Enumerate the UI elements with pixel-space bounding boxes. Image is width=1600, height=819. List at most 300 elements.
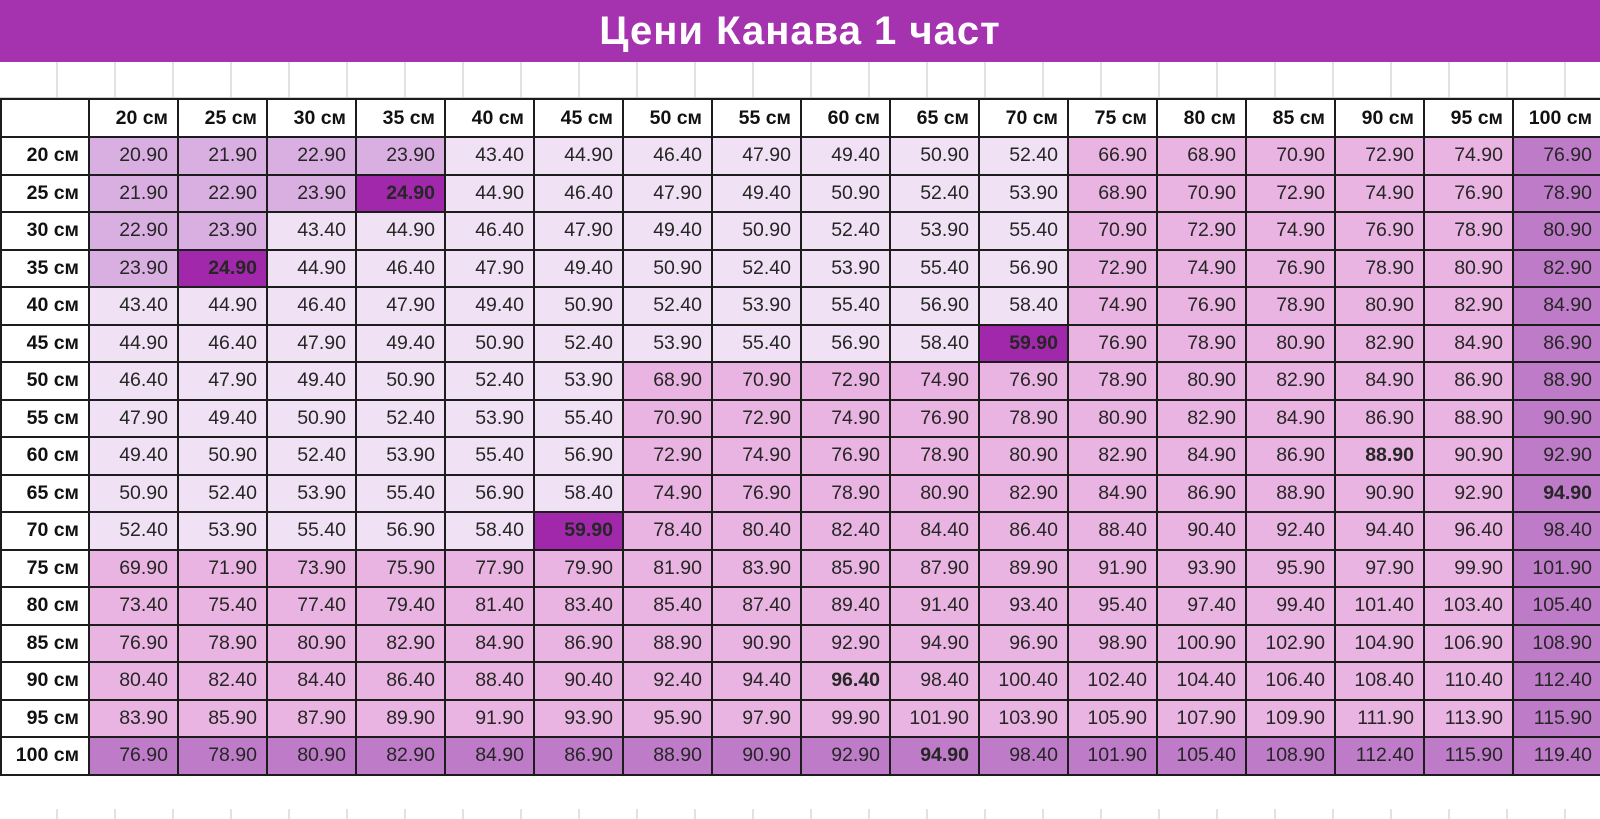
price-cell[interactable]: 84.90: [1335, 362, 1424, 400]
price-cell[interactable]: 74.90: [1246, 212, 1335, 250]
price-cell[interactable]: 55.40: [712, 325, 801, 363]
price-cell[interactable]: 85.90: [801, 550, 890, 588]
row-header-80см[interactable]: 80 см: [1, 587, 89, 625]
price-cell[interactable]: 74.90: [1424, 137, 1513, 175]
price-cell[interactable]: 82.40: [801, 512, 890, 550]
price-cell[interactable]: 76.90: [1157, 287, 1246, 325]
price-cell[interactable]: 52.40: [89, 512, 178, 550]
price-cell[interactable]: 55.40: [356, 475, 445, 513]
price-cell[interactable]: 86.90: [534, 737, 623, 775]
price-cell[interactable]: 78.90: [1335, 250, 1424, 288]
price-cell[interactable]: 91.90: [445, 700, 534, 738]
price-cell[interactable]: 97.90: [1335, 550, 1424, 588]
col-header-95см[interactable]: 95 см: [1424, 99, 1513, 137]
price-cell[interactable]: 88.90: [623, 737, 712, 775]
col-header-25см[interactable]: 25 см: [178, 99, 267, 137]
price-cell[interactable]: 70.90: [1246, 137, 1335, 175]
price-cell[interactable]: 50.90: [712, 212, 801, 250]
price-cell[interactable]: 76.90: [712, 475, 801, 513]
col-header-80см[interactable]: 80 см: [1157, 99, 1246, 137]
price-cell[interactable]: 73.90: [267, 550, 356, 588]
price-cell[interactable]: 88.40: [1068, 512, 1157, 550]
price-cell[interactable]: 56.90: [356, 512, 445, 550]
price-cell[interactable]: 80.90: [1424, 250, 1513, 288]
price-cell[interactable]: 88.90: [1246, 475, 1335, 513]
price-cell[interactable]: 49.40: [178, 400, 267, 438]
row-header-50см[interactable]: 50 см: [1, 362, 89, 400]
price-cell[interactable]: 89.90: [979, 550, 1068, 588]
row-header-35см[interactable]: 35 см: [1, 250, 89, 288]
price-cell[interactable]: 88.90: [623, 625, 712, 663]
price-cell[interactable]: 58.40: [534, 475, 623, 513]
price-cell[interactable]: 113.90: [1424, 700, 1513, 738]
price-cell[interactable]: 95.90: [623, 700, 712, 738]
price-cell[interactable]: 44.90: [356, 212, 445, 250]
price-cell[interactable]: 111.90: [1335, 700, 1424, 738]
price-cell[interactable]: 84.90: [445, 625, 534, 663]
price-cell[interactable]: 84.40: [890, 512, 979, 550]
price-cell[interactable]: 44.90: [534, 137, 623, 175]
price-cell[interactable]: 79.90: [534, 550, 623, 588]
price-cell[interactable]: 76.90: [1513, 137, 1600, 175]
price-cell[interactable]: 58.40: [979, 287, 1068, 325]
price-cell[interactable]: 49.40: [445, 287, 534, 325]
price-cell[interactable]: 82.90: [1246, 362, 1335, 400]
row-header-60см[interactable]: 60 см: [1, 437, 89, 475]
price-cell[interactable]: 72.90: [623, 437, 712, 475]
price-cell[interactable]: 23.90: [89, 250, 178, 288]
price-cell[interactable]: 56.90: [445, 475, 534, 513]
col-header-85см[interactable]: 85 см: [1246, 99, 1335, 137]
price-cell[interactable]: 88.90: [1513, 362, 1600, 400]
col-header-60см[interactable]: 60 см: [801, 99, 890, 137]
price-cell[interactable]: 82.90: [356, 737, 445, 775]
price-cell[interactable]: 78.90: [1246, 287, 1335, 325]
price-cell[interactable]: 90.40: [534, 662, 623, 700]
corner-cell[interactable]: [1, 99, 89, 137]
row-header-100см[interactable]: 100 см: [1, 737, 89, 775]
col-header-30см[interactable]: 30 см: [267, 99, 356, 137]
price-cell[interactable]: 80.90: [1513, 212, 1600, 250]
price-cell[interactable]: 90.90: [1424, 437, 1513, 475]
price-cell[interactable]: 92.90: [1424, 475, 1513, 513]
price-cell[interactable]: 53.90: [356, 437, 445, 475]
price-cell[interactable]: 23.90: [267, 175, 356, 213]
price-cell[interactable]: 46.40: [267, 287, 356, 325]
row-header-95см[interactable]: 95 см: [1, 700, 89, 738]
price-cell[interactable]: 74.90: [1157, 250, 1246, 288]
price-cell[interactable]: 83.90: [89, 700, 178, 738]
price-cell[interactable]: 80.90: [1246, 325, 1335, 363]
price-cell[interactable]: 72.90: [712, 400, 801, 438]
price-cell[interactable]: 50.90: [801, 175, 890, 213]
price-cell[interactable]: 49.40: [623, 212, 712, 250]
price-cell[interactable]: 99.40: [1246, 587, 1335, 625]
col-header-50см[interactable]: 50 см: [623, 99, 712, 137]
price-cell[interactable]: 93.90: [1157, 550, 1246, 588]
price-cell[interactable]: 44.90: [267, 250, 356, 288]
price-cell[interactable]: 47.90: [178, 362, 267, 400]
price-cell[interactable]: 115.90: [1424, 737, 1513, 775]
price-cell[interactable]: 71.90: [178, 550, 267, 588]
price-cell[interactable]: 44.90: [178, 287, 267, 325]
price-cell[interactable]: 100.40: [979, 662, 1068, 700]
price-cell[interactable]: 80.90: [267, 625, 356, 663]
price-cell[interactable]: 94.40: [1335, 512, 1424, 550]
price-cell[interactable]: 80.40: [89, 662, 178, 700]
price-cell[interactable]: 87.40: [712, 587, 801, 625]
price-cell[interactable]: 112.40: [1513, 662, 1600, 700]
price-cell[interactable]: 92.40: [1246, 512, 1335, 550]
price-cell[interactable]: 78.90: [979, 400, 1068, 438]
price-cell[interactable]: 55.40: [979, 212, 1068, 250]
price-cell[interactable]: 76.90: [801, 437, 890, 475]
price-cell[interactable]: 76.90: [89, 737, 178, 775]
price-cell[interactable]: 56.90: [534, 437, 623, 475]
price-cell[interactable]: 46.40: [623, 137, 712, 175]
price-cell[interactable]: 80.90: [890, 475, 979, 513]
price-cell[interactable]: 50.90: [267, 400, 356, 438]
price-cell[interactable]: 46.40: [534, 175, 623, 213]
price-cell[interactable]: 95.90: [1246, 550, 1335, 588]
price-cell[interactable]: 43.40: [267, 212, 356, 250]
price-cell[interactable]: 84.90: [1157, 437, 1246, 475]
price-cell[interactable]: 110.40: [1424, 662, 1513, 700]
price-cell[interactable]: 86.90: [1157, 475, 1246, 513]
price-cell[interactable]: 58.40: [445, 512, 534, 550]
price-cell[interactable]: 108.90: [1513, 625, 1600, 663]
price-cell[interactable]: 22.90: [89, 212, 178, 250]
price-cell[interactable]: 119.40: [1513, 737, 1600, 775]
price-cell[interactable]: 90.90: [1335, 475, 1424, 513]
price-cell[interactable]: 97.90: [712, 700, 801, 738]
price-cell[interactable]: 105.40: [1513, 587, 1600, 625]
price-cell[interactable]: 78.90: [1157, 325, 1246, 363]
price-cell[interactable]: 78.90: [1424, 212, 1513, 250]
price-cell[interactable]: 44.90: [89, 325, 178, 363]
price-cell[interactable]: 76.90: [1335, 212, 1424, 250]
price-cell[interactable]: 46.40: [89, 362, 178, 400]
price-cell[interactable]: 84.90: [1424, 325, 1513, 363]
price-cell[interactable]: 52.40: [445, 362, 534, 400]
price-cell[interactable]: 92.90: [1513, 437, 1600, 475]
price-cell[interactable]: 52.40: [178, 475, 267, 513]
price-cell[interactable]: 97.40: [1157, 587, 1246, 625]
price-cell[interactable]: 53.90: [534, 362, 623, 400]
row-header-45см[interactable]: 45 см: [1, 325, 89, 363]
col-header-20см[interactable]: 20 см: [89, 99, 178, 137]
price-cell[interactable]: 108.40: [1335, 662, 1424, 700]
price-cell[interactable]: 74.90: [890, 362, 979, 400]
price-cell[interactable]: 52.40: [356, 400, 445, 438]
price-cell[interactable]: 85.90: [178, 700, 267, 738]
price-cell[interactable]: 52.40: [623, 287, 712, 325]
price-cell[interactable]: 21.90: [178, 137, 267, 175]
price-cell[interactable]: 90.90: [1513, 400, 1600, 438]
col-header-35см[interactable]: 35 см: [356, 99, 445, 137]
price-cell[interactable]: 108.90: [1246, 737, 1335, 775]
price-cell[interactable]: 86.90: [1513, 325, 1600, 363]
price-cell[interactable]: 102.90: [1246, 625, 1335, 663]
price-cell[interactable]: 105.40: [1157, 737, 1246, 775]
price-cell[interactable]: 72.90: [801, 362, 890, 400]
price-cell[interactable]: 94.90: [890, 625, 979, 663]
price-cell[interactable]: 50.90: [89, 475, 178, 513]
price-cell[interactable]: 46.40: [178, 325, 267, 363]
price-cell[interactable]: 86.90: [534, 625, 623, 663]
price-cell[interactable]: 98.90: [1068, 625, 1157, 663]
price-cell[interactable]: 94.40: [712, 662, 801, 700]
price-cell[interactable]: 79.40: [356, 587, 445, 625]
price-cell[interactable]: 99.90: [1424, 550, 1513, 588]
price-cell[interactable]: 80.40: [712, 512, 801, 550]
price-cell[interactable]: 53.90: [712, 287, 801, 325]
col-header-100см[interactable]: 100 см: [1513, 99, 1600, 137]
price-cell[interactable]: 86.40: [356, 662, 445, 700]
price-cell[interactable]: 76.90: [89, 625, 178, 663]
price-cell[interactable]: 72.90: [1157, 212, 1246, 250]
price-cell[interactable]: 76.90: [1424, 175, 1513, 213]
price-cell[interactable]: 55.40: [534, 400, 623, 438]
price-cell[interactable]: 55.40: [801, 287, 890, 325]
price-cell[interactable]: 43.40: [89, 287, 178, 325]
price-cell[interactable]: 47.90: [267, 325, 356, 363]
price-cell[interactable]: 112.40: [1335, 737, 1424, 775]
price-cell[interactable]: 104.90: [1335, 625, 1424, 663]
price-cell[interactable]: 96.90: [979, 625, 1068, 663]
price-cell[interactable]: 58.40: [890, 325, 979, 363]
price-cell[interactable]: 103.90: [979, 700, 1068, 738]
col-header-40см[interactable]: 40 см: [445, 99, 534, 137]
price-cell[interactable]: 44.90: [445, 175, 534, 213]
price-cell[interactable]: 91.40: [890, 587, 979, 625]
price-cell[interactable]: 75.40: [178, 587, 267, 625]
price-cell[interactable]: 72.90: [1335, 137, 1424, 175]
price-cell[interactable]: 84.40: [267, 662, 356, 700]
price-cell[interactable]: 70.90: [623, 400, 712, 438]
price-cell[interactable]: 68.90: [1157, 137, 1246, 175]
price-cell[interactable]: 47.90: [445, 250, 534, 288]
price-cell[interactable]: 74.90: [623, 475, 712, 513]
price-cell[interactable]: 74.90: [801, 400, 890, 438]
price-cell[interactable]: 102.40: [1068, 662, 1157, 700]
price-cell[interactable]: 56.90: [801, 325, 890, 363]
price-cell[interactable]: 88.40: [445, 662, 534, 700]
price-cell[interactable]: 53.90: [801, 250, 890, 288]
price-cell[interactable]: 50.90: [445, 325, 534, 363]
price-cell[interactable]: 46.40: [445, 212, 534, 250]
price-cell[interactable]: 52.40: [890, 175, 979, 213]
price-cell[interactable]: 78.90: [178, 737, 267, 775]
price-cell[interactable]: 50.90: [356, 362, 445, 400]
price-cell[interactable]: 55.40: [445, 437, 534, 475]
price-cell[interactable]: 74.90: [1335, 175, 1424, 213]
price-cell[interactable]: 89.90: [356, 700, 445, 738]
col-header-70см[interactable]: 70 см: [979, 99, 1068, 137]
price-cell[interactable]: 47.90: [534, 212, 623, 250]
price-cell[interactable]: 99.90: [801, 700, 890, 738]
price-cell[interactable]: 52.40: [267, 437, 356, 475]
price-cell[interactable]: 76.90: [979, 362, 1068, 400]
price-cell[interactable]: 56.90: [979, 250, 1068, 288]
price-cell[interactable]: 53.90: [267, 475, 356, 513]
price-cell[interactable]: 73.40: [89, 587, 178, 625]
price-cell[interactable]: 82.90: [979, 475, 1068, 513]
price-cell[interactable]: 101.90: [890, 700, 979, 738]
price-cell[interactable]: 80.90: [1157, 362, 1246, 400]
price-cell[interactable]: 82.90: [1335, 325, 1424, 363]
price-cell[interactable]: 78.90: [1513, 175, 1600, 213]
price-cell[interactable]: 92.90: [801, 737, 890, 775]
price-cell[interactable]: 72.90: [1068, 250, 1157, 288]
price-cell[interactable]: 56.90: [890, 287, 979, 325]
price-cell[interactable]: 75.90: [356, 550, 445, 588]
price-cell[interactable]: 72.90: [1246, 175, 1335, 213]
price-cell[interactable]: 96.40: [801, 662, 890, 700]
price-cell[interactable]: 55.40: [267, 512, 356, 550]
price-cell[interactable]: 94.90: [890, 737, 979, 775]
price-cell[interactable]: 49.40: [89, 437, 178, 475]
price-cell[interactable]: 86.90: [1335, 400, 1424, 438]
price-cell[interactable]: 78.90: [1068, 362, 1157, 400]
price-cell[interactable]: 81.40: [445, 587, 534, 625]
price-cell[interactable]: 50.90: [623, 250, 712, 288]
price-cell[interactable]: 86.90: [1246, 437, 1335, 475]
price-cell[interactable]: 84.90: [1068, 475, 1157, 513]
row-header-65см[interactable]: 65 см: [1, 475, 89, 513]
price-cell[interactable]: 74.90: [1068, 287, 1157, 325]
price-cell[interactable]: 74.90: [712, 437, 801, 475]
price-cell[interactable]: 52.40: [534, 325, 623, 363]
row-header-30см[interactable]: 30 см: [1, 212, 89, 250]
price-cell[interactable]: 82.90: [1513, 250, 1600, 288]
price-cell[interactable]: 91.90: [1068, 550, 1157, 588]
price-cell[interactable]: 93.40: [979, 587, 1068, 625]
price-cell[interactable]: 49.40: [712, 175, 801, 213]
price-cell[interactable]: 82.90: [1157, 400, 1246, 438]
price-cell[interactable]: 103.40: [1424, 587, 1513, 625]
row-header-85см[interactable]: 85 см: [1, 625, 89, 663]
price-cell[interactable]: 107.90: [1157, 700, 1246, 738]
price-cell[interactable]: 78.90: [801, 475, 890, 513]
price-cell[interactable]: 104.40: [1157, 662, 1246, 700]
price-cell[interactable]: 83.90: [712, 550, 801, 588]
row-header-55см[interactable]: 55 см: [1, 400, 89, 438]
price-cell[interactable]: 22.90: [267, 137, 356, 175]
price-cell[interactable]: 53.90: [445, 400, 534, 438]
price-cell[interactable]: 100.90: [1157, 625, 1246, 663]
price-cell[interactable]: 106.90: [1424, 625, 1513, 663]
price-cell[interactable]: 59.90: [979, 325, 1068, 363]
price-cell[interactable]: 53.90: [623, 325, 712, 363]
price-cell[interactable]: 53.90: [178, 512, 267, 550]
price-cell[interactable]: 84.90: [1513, 287, 1600, 325]
price-cell[interactable]: 43.40: [445, 137, 534, 175]
price-cell[interactable]: 86.40: [979, 512, 1068, 550]
row-header-25см[interactable]: 25 см: [1, 175, 89, 213]
price-cell[interactable]: 101.90: [1513, 550, 1600, 588]
price-cell[interactable]: 70.90: [712, 362, 801, 400]
price-cell[interactable]: 47.90: [712, 137, 801, 175]
price-cell[interactable]: 88.90: [1424, 400, 1513, 438]
price-cell[interactable]: 101.40: [1335, 587, 1424, 625]
price-cell[interactable]: 94.90: [1513, 475, 1600, 513]
price-cell[interactable]: 87.90: [267, 700, 356, 738]
price-cell[interactable]: 80.90: [267, 737, 356, 775]
row-header-90см[interactable]: 90 см: [1, 662, 89, 700]
col-header-45см[interactable]: 45 см: [534, 99, 623, 137]
row-header-70см[interactable]: 70 см: [1, 512, 89, 550]
price-cell[interactable]: 24.90: [356, 175, 445, 213]
price-cell[interactable]: 50.90: [890, 137, 979, 175]
price-cell[interactable]: 115.90: [1513, 700, 1600, 738]
price-cell[interactable]: 84.90: [1246, 400, 1335, 438]
price-cell[interactable]: 76.90: [1246, 250, 1335, 288]
price-cell[interactable]: 78.90: [890, 437, 979, 475]
price-cell[interactable]: 98.40: [979, 737, 1068, 775]
row-header-40см[interactable]: 40 см: [1, 287, 89, 325]
price-cell[interactable]: 109.90: [1246, 700, 1335, 738]
price-cell[interactable]: 49.40: [267, 362, 356, 400]
price-cell[interactable]: 23.90: [178, 212, 267, 250]
price-cell[interactable]: 85.40: [623, 587, 712, 625]
price-cell[interactable]: 52.40: [712, 250, 801, 288]
price-cell[interactable]: 69.90: [89, 550, 178, 588]
price-cell[interactable]: 59.90: [534, 512, 623, 550]
price-cell[interactable]: 47.90: [89, 400, 178, 438]
price-cell[interactable]: 81.90: [623, 550, 712, 588]
price-cell[interactable]: 49.40: [801, 137, 890, 175]
price-cell[interactable]: 66.90: [1068, 137, 1157, 175]
col-header-65см[interactable]: 65 см: [890, 99, 979, 137]
price-cell[interactable]: 86.90: [1424, 362, 1513, 400]
price-cell[interactable]: 90.40: [1157, 512, 1246, 550]
price-cell[interactable]: 77.40: [267, 587, 356, 625]
price-cell[interactable]: 96.40: [1424, 512, 1513, 550]
price-cell[interactable]: 76.90: [1068, 325, 1157, 363]
price-cell[interactable]: 88.90: [1335, 437, 1424, 475]
price-cell[interactable]: 87.90: [890, 550, 979, 588]
price-cell[interactable]: 78.90: [178, 625, 267, 663]
price-cell[interactable]: 105.90: [1068, 700, 1157, 738]
price-cell[interactable]: 89.40: [801, 587, 890, 625]
price-cell[interactable]: 84.90: [445, 737, 534, 775]
row-header-75см[interactable]: 75 см: [1, 550, 89, 588]
price-cell[interactable]: 21.90: [89, 175, 178, 213]
price-cell[interactable]: 53.90: [890, 212, 979, 250]
price-cell[interactable]: 95.40: [1068, 587, 1157, 625]
price-cell[interactable]: 20.90: [89, 137, 178, 175]
col-header-75см[interactable]: 75 см: [1068, 99, 1157, 137]
row-header-20см[interactable]: 20 см: [1, 137, 89, 175]
price-cell[interactable]: 82.40: [178, 662, 267, 700]
price-cell[interactable]: 70.90: [1068, 212, 1157, 250]
price-cell[interactable]: 46.40: [356, 250, 445, 288]
price-cell[interactable]: 78.40: [623, 512, 712, 550]
col-header-55см[interactable]: 55 см: [712, 99, 801, 137]
price-cell[interactable]: 93.90: [534, 700, 623, 738]
price-cell[interactable]: 50.90: [534, 287, 623, 325]
price-cell[interactable]: 50.90: [178, 437, 267, 475]
price-cell[interactable]: 76.90: [890, 400, 979, 438]
price-cell[interactable]: 49.40: [534, 250, 623, 288]
price-cell[interactable]: 82.90: [1424, 287, 1513, 325]
price-cell[interactable]: 24.90: [178, 250, 267, 288]
price-cell[interactable]: 55.40: [890, 250, 979, 288]
price-cell[interactable]: 77.90: [445, 550, 534, 588]
price-cell[interactable]: 49.40: [356, 325, 445, 363]
price-cell[interactable]: 90.90: [712, 737, 801, 775]
